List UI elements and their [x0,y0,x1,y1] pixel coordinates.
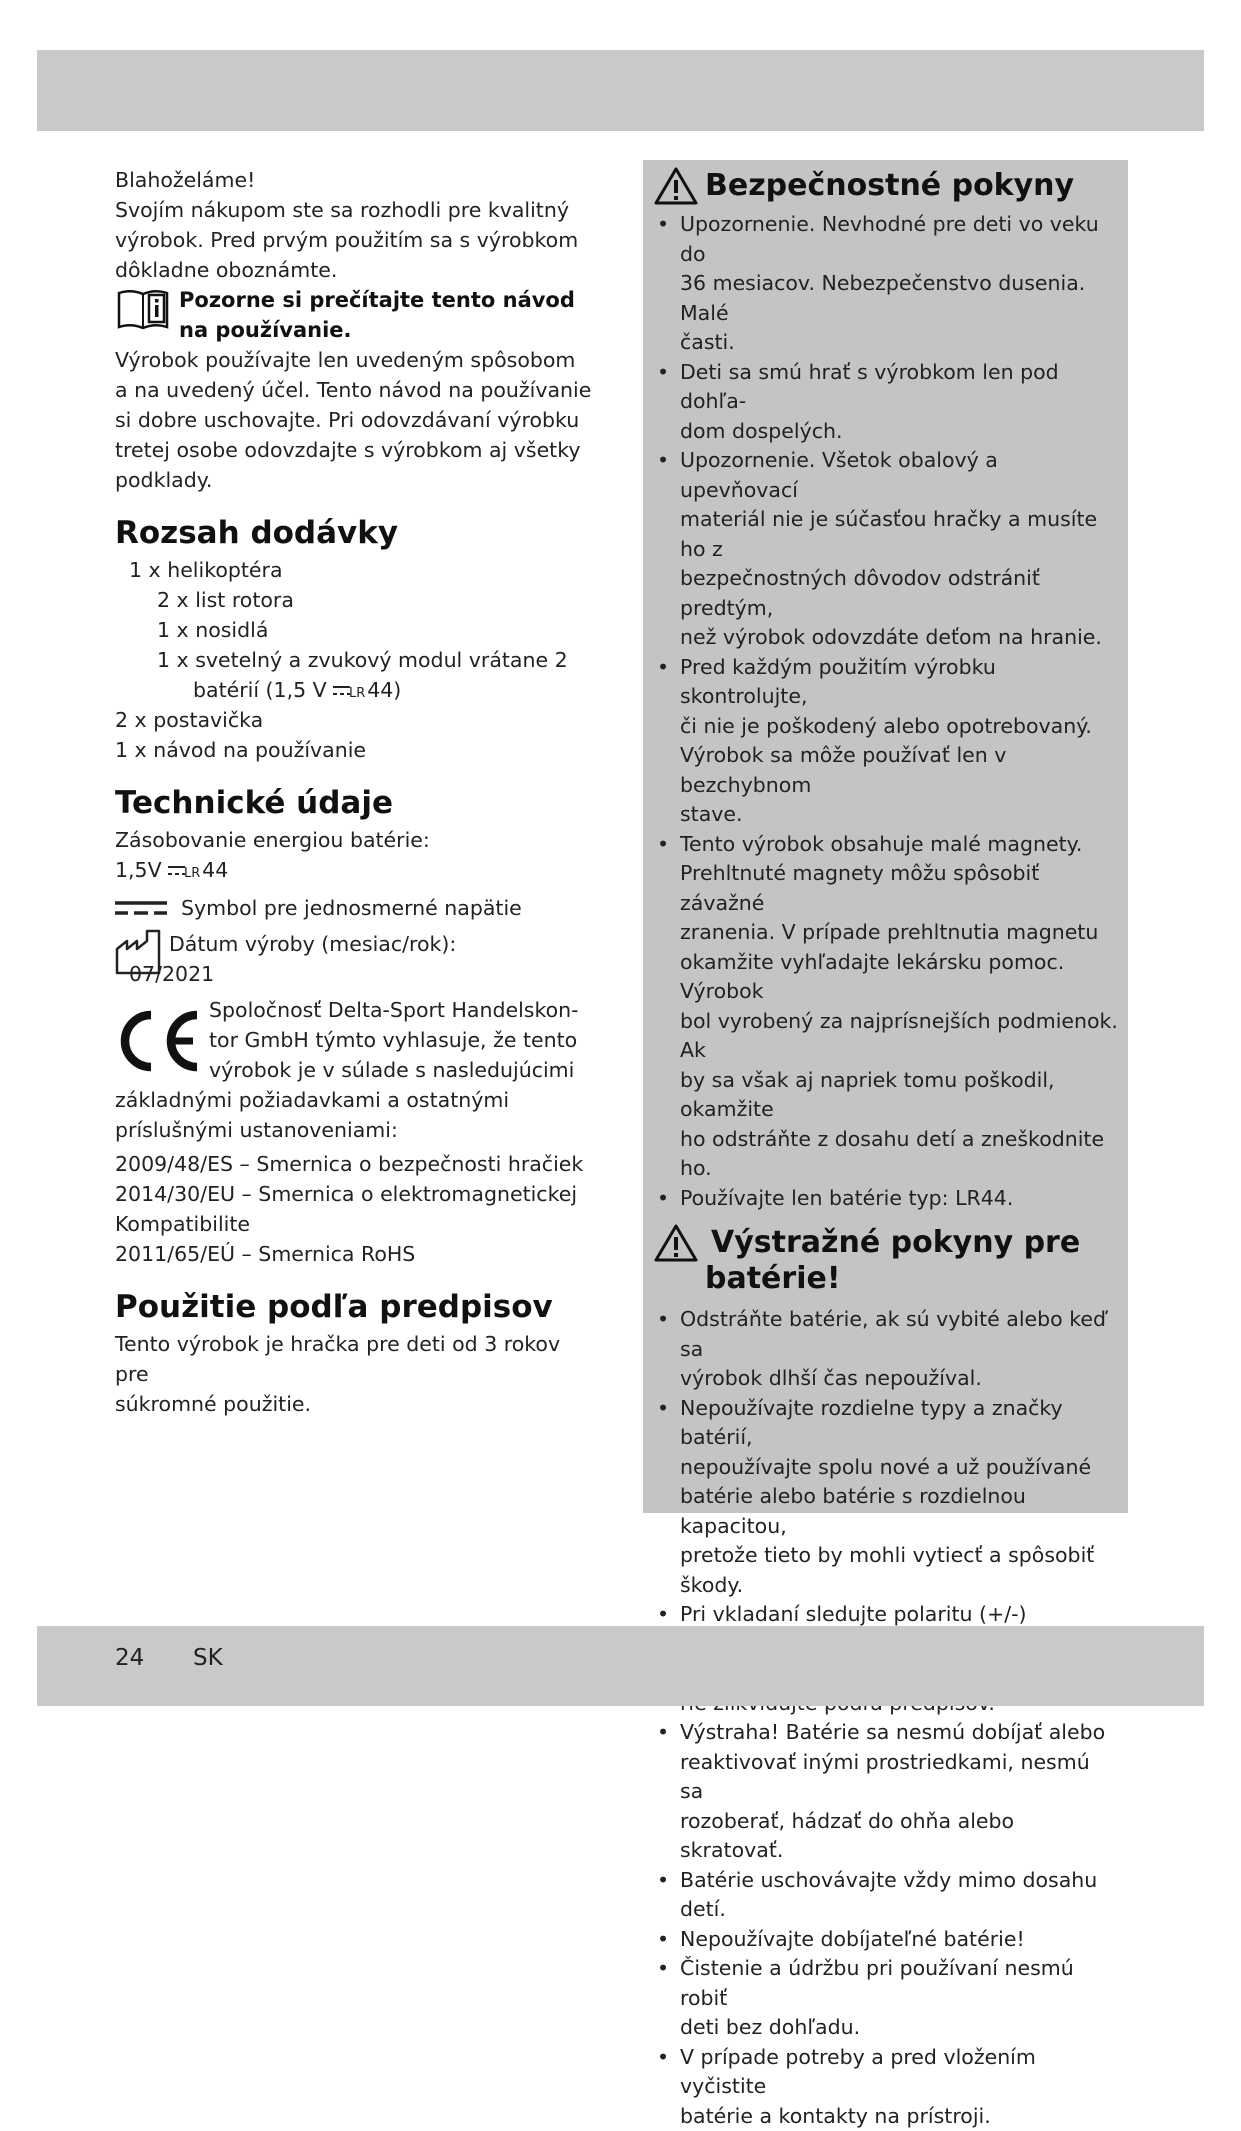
manufacture-date-value: 07/2021 [129,959,456,989]
safety-item-line: bezpečnostných dôvodov odstrániť predtým, [680,564,1118,623]
scope-item: 1 x návod na používanie [115,735,595,765]
intended-use-line: súkromné použitie. [115,1389,595,1419]
safety-item-line: by sa však aj napriek tomu poškodil, okamžite [680,1066,1118,1125]
safety-item-line: bol vyrobený za najprísnejších podmienok. Ak [680,1007,1118,1066]
safety-item-line: ho odstráňte z dosahu detí a zneškodnite ho. [680,1125,1118,1184]
battery-item-line: pretože tieto by mohli vytiecť a spôsobiť [680,1541,1118,1571]
directive-line: 2009/48/ES – Smernica o bezpečnosti hračiek [115,1149,595,1179]
scope-item [115,675,595,705]
ce-declaration [115,995,595,1085]
header-band [37,50,1204,131]
scope-item: 1 x nosidlá [115,615,595,645]
battery-item-line: nepoužívajte spolu nové a už používané [680,1453,1118,1483]
safety-item-line: • Používajte len batérie typ: LR44. [680,1184,1118,1214]
usage-line: tretej osobe odovzdajte s výrobkom aj všetky [115,435,595,465]
battery-item-line: rozoberať, hádzať do ohňa alebo skratovať. [680,1807,1118,1866]
usage-line: podklady. [115,465,595,495]
scope-item: 1 x helikoptéra [115,555,595,585]
safety-item-line: Výrobok sa môže používať len v bezchybnom [680,741,1118,800]
dc-symbol-text: Symbol pre jednosmerné napätie [181,893,522,923]
battery-item [653,1866,1118,1925]
battery-item-line: • Batérie uschovávajte vždy mimo dosahu detí. [680,1866,1118,1925]
warning-triangle-icon [653,1223,699,1263]
tech-heading: Technické údaje [115,785,595,821]
scope-item-text: 44) [367,678,401,702]
manufacture-date-row [115,929,595,989]
voltage-text: 44 [202,858,228,882]
battery-heading [653,1225,1118,1297]
dc-voltage-icon [115,899,167,917]
lr-label: LR [184,866,200,879]
tech-voltage [115,855,595,885]
battery-item [653,1394,1118,1601]
intended-use-line: Tento výrobok je hračka pre deti od 3 rokov pre [115,1329,595,1389]
battery-item-line: • Čistenie a údržbu pri používaní nesmú robiť [680,1954,1118,2013]
safety-item-line: • Deti sa smú hrať s výrobkom len pod dohľa- [680,358,1118,417]
dc-symbol-icon [333,683,367,699]
read-note-line: Pozorne si prečítajte tento návod [179,285,575,315]
battery-list [653,1305,1118,2131]
page-number: 24 [115,1645,144,1671]
battery-item [653,1718,1118,1866]
safety-item [653,1184,1118,1214]
battery-item-line: • Pri vkladaní sledujte polaritu (+/-) [680,1600,1118,1630]
battery-item [653,1925,1118,1955]
safety-item [653,446,1118,653]
battery-item-line: • Nepoužívajte dobíjateľné batérie! [680,1925,1118,1955]
safety-heading [653,168,1118,206]
book-info-icon [115,287,171,331]
safety-item-line: než výrobok odovzdáte deťom na hranie. [680,623,1118,653]
warning-triangle-icon [653,166,699,206]
safety-item-line: materiál nie je súčasťou hračky a musíte ho z [680,505,1118,564]
safety-item-line: časti. [680,328,1118,358]
intro-line: výrobok. Pred prvým použitím sa s výrobkom [115,225,595,255]
safety-item-line: Prehltnuté magnety môžu spôsobiť závažné [680,859,1118,918]
intended-use-heading: Použitie podľa predpisov [115,1289,595,1325]
safety-item-line: • Upozornenie. Všetok obalový a upevňovací [680,446,1118,505]
directive-line: 2014/30/EU – Smernica o elektromagnetickej [115,1179,595,1209]
safety-item-line: či nie je poškodený alebo opotrebovaný. [680,712,1118,742]
safety-item-line: • Pred každým použitím výrobku skontrolujte, [680,653,1118,712]
ce-text-line: výrobok je v súlade s nasledujúcimi [209,1055,579,1085]
battery-item-line: • Výstraha! Batérie sa nesmú dobíjať alebo [680,1718,1118,1748]
battery-item-line: batérie alebo batérie s rozdielnou kapacitou, [680,1482,1118,1541]
intro-line: dôkladne oboznámte. [115,255,595,285]
safety-item [653,830,1118,1184]
usage-line: si dobre uschovajte. Pri odovzdávaní výrobku [115,405,595,435]
battery-item-line: • Odstráňte batérie, ak sú vybité alebo keď sa [680,1305,1118,1364]
safety-item-line: • Upozornenie. Nevhodné pre deti vo veku do [680,210,1118,269]
safety-panel [643,160,1128,1513]
battery-item-line: • V prípade potreby a pred vložením vyčistite [680,2043,1118,2102]
battery-item [653,1305,1118,1394]
language-code: SK [193,1645,223,1671]
dc-symbol-row [115,893,595,923]
safety-item-line: dom dospelých. [680,417,1118,447]
usage-line: a na uvedený účel. Tento návod na používanie [115,375,595,405]
safety-item [653,358,1118,447]
scope-item-text: batérií (1,5 V [193,678,333,702]
battery-item [653,1954,1118,2043]
battery-item-line: reaktivovať inými prostriedkami, nesmú sa [680,1748,1118,1807]
battery-item [653,2043,1118,2131]
tech-supply: Zásobovanie energiou batérie: [115,825,595,855]
dc-symbol-icon [168,863,202,879]
ce-text-line: základnými požiadavkami a ostatnými [115,1085,595,1115]
battery-item-line: • Nepoužívajte rozdielne typy a značky batérií, [680,1394,1118,1453]
safety-item-line: zranenia. V prípade prehltnutia magnetu [680,918,1118,948]
left-column [115,165,595,1419]
read-note-line: na používanie. [179,315,575,345]
read-manual-note [115,285,595,345]
safety-item-line: 36 mesiacov. Nebezpečenstvo dusenia. Malé [680,269,1118,328]
battery-heading-line: batérie! [705,1261,1080,1297]
safety-heading-text: Bezpečnostné pokyny [705,168,1074,204]
safety-item-line: okamžite vyhľadajte lekársku pomoc. Výrobok [680,948,1118,1007]
scope-item: 2 x list rotora [115,585,595,615]
battery-item-line: škody. [680,1571,1118,1601]
safety-item [653,653,1118,830]
lr-label: LR [349,686,365,699]
ce-text-line: Spoločnosť Delta-Sport Handelskon- [209,995,579,1025]
battery-item-line: výrobok dlhší čas nepoužíval. [680,1364,1118,1394]
ce-mark-icon [115,1005,201,1077]
ce-text-line: tor GmbH týmto vyhlasuje, že tento [209,1025,579,1055]
directive-line: Kompatibilite [115,1209,595,1239]
intro-line: Blahoželáme! [115,165,595,195]
safety-item [653,210,1118,358]
ce-text-line: príslušnými ustanoveniami: [115,1115,595,1145]
usage-line: Výrobok používajte len uvedeným spôsobom [115,345,595,375]
scope-heading: Rozsah dodávky [115,515,595,551]
battery-item-line: deti bez dohľadu. [680,2013,1118,2043]
safety-list [653,210,1118,1213]
safety-item-line: • Tento výrobok obsahuje malé magnety. [680,830,1118,860]
safety-item-line: stave. [680,800,1118,830]
voltage-text: 1,5V [115,858,168,882]
scope-item: 1 x svetelný a zvukový modul vrátane 2 [115,645,595,675]
directive-line: 2011/65/EÚ – Smernica RoHS [115,1239,595,1269]
intro-line: Svojím nákupom ste sa rozhodli pre kvalitný [115,195,595,225]
battery-heading-line: Výstražné pokyny pre [705,1225,1080,1261]
scope-item: 2 x postavička [115,705,595,735]
battery-item-line: batérie a kontakty na prístroji. [680,2102,1118,2131]
manufacture-date-label: Dátum výroby (mesiac/rok): [169,929,456,959]
